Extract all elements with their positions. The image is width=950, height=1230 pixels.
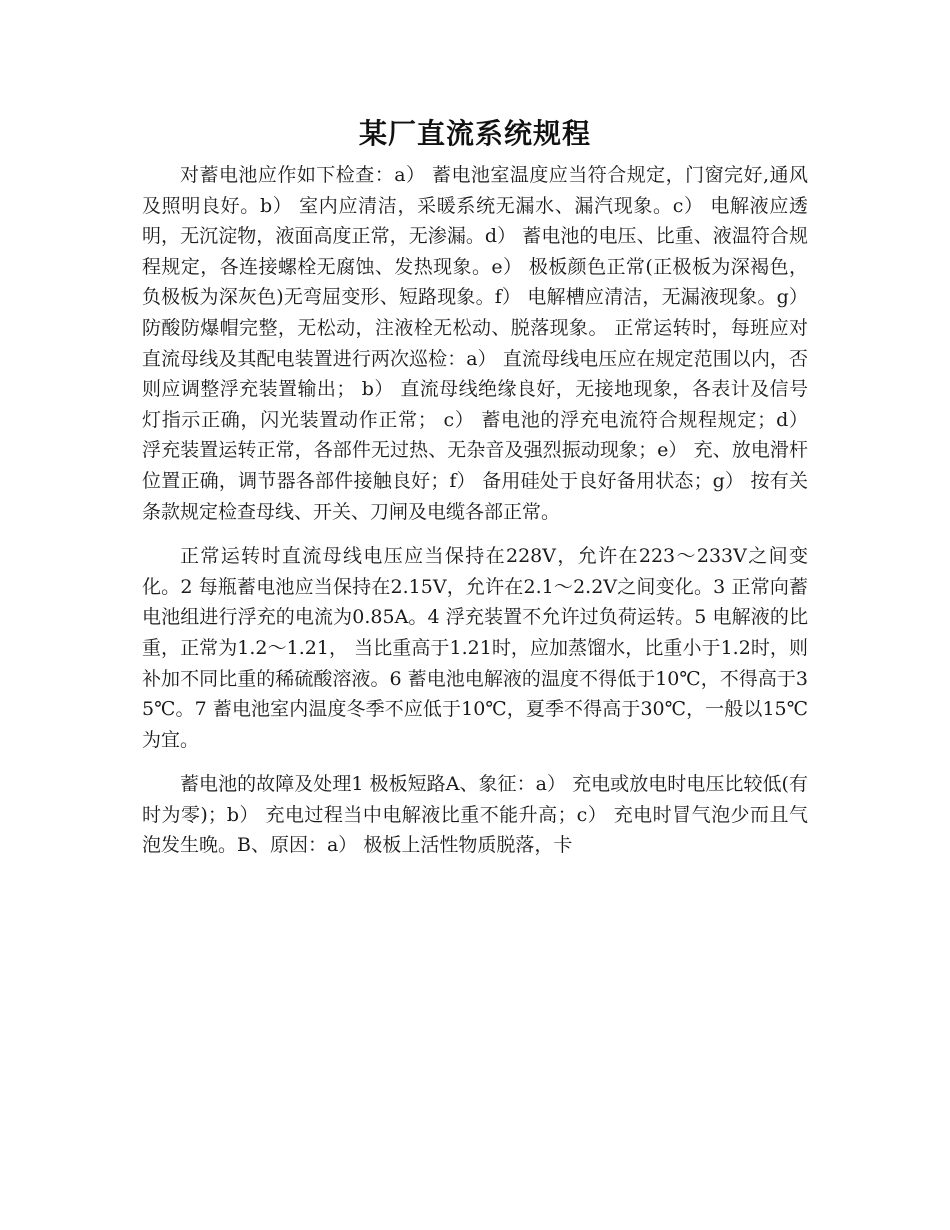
paragraph-operating-values: 正常运转时直流母线电压应当保持在228V，允许在223～233V之间变化。2 每瓶蓄电池应当保持在2.15V，允许在2.1～2.2V之间变化。3 正常向蓄电池组进行浮充的电流为0.85A。4 浮充装置不允许过负荷运转。5 电解液的比重，正常为1.2～1.21， 当比重高于1.21时，应加蒸馏水，比重小于1.2时，则补加不同比重的稀硫酸溶液。6 蓄电池电解液的温度不得低于10℃，不得高于35℃。7 蓄电池室内温度冬季不应低于10℃，夏季不得高于30℃，一般以15℃为宜。 [142, 545, 808, 751]
document-page [142, 108, 808, 861]
paragraph-battery-inspection: 对蓄电池应作如下检查：a） 蓄电池室温度应当符合规定，门窗完好,通风及照明良好。b） 室内应清洁，采暖系统无漏水、漏汽现象。c） 电解液应透明，无沉淀物，液面高度正常，无渗漏。d） 蓄电池的电压、比重、液温符合规程规定，各连接螺栓无腐蚀、发热现象。e） 极板颜色正常(正极板为深褐色，负极板为深灰色)无弯屈变形、短路现象。f） 电解槽应清洁，无漏液现象。g） 防酸防爆帽完整，无松动，注液栓无松动、脱落现象。 正常运转时，每班应对直流母线及其配电装置进行两次巡检：a） 直流母线电压应在规定范围以内，否则应调整浮充装置输出； b） 直流母线绝缘良好，无接地现象，各表计及信号灯指示正确，闪光装置动作正常； c） 蓄电池的浮充电流符合规程规定；d） 浮充装置运转正常，各部件无过热、无杂音及强烈振动现象；e） 充、放电滑杆位置正确，调节器各部件接触良好；f） 备用硅处于良好备用状态；g） 按有关条款规定检查母线、开关、刀闸及电缆各部正常。 [142, 164, 808, 523]
document-title: 某厂直流系统规程 [358, 117, 591, 150]
paragraph-fault-handling: 蓄电池的故障及处理1 极板短路A、象征：a） 充电或放电时电压比较低(有时为零)；b） 充电过程当中电解液比重不能升高；c） 充电时冒气泡少而且气泡发生晚。B、原因：a） 极板上活性物质脱落，卡 [142, 773, 808, 857]
